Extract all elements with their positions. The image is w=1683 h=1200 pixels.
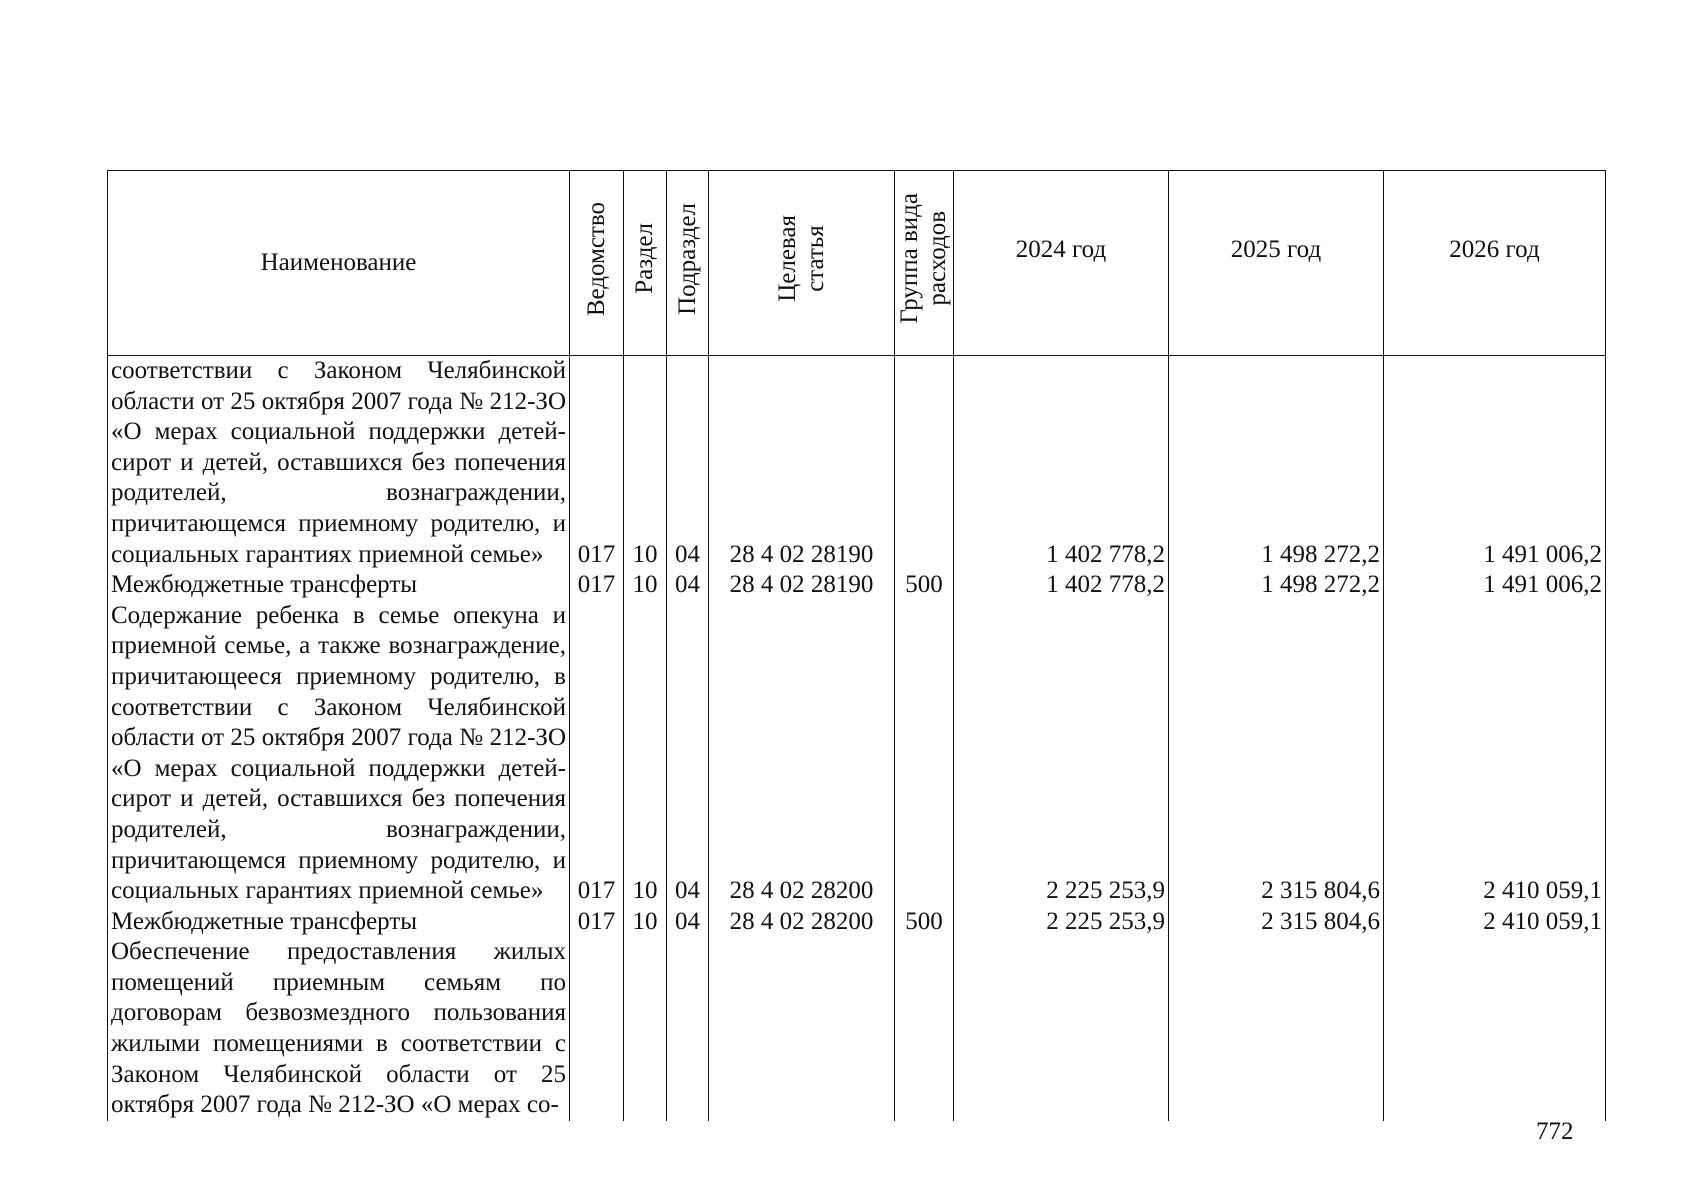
row-name: Содержание ребенка в семье опекуна и приемной семье, а также вознаграждение, причитающееся приемному родителю, в соответствии с Законом Челябинской области от 25 октября 2007 года № 212-ЗО «О мерах социальной поддержки детей-сирот и детей, оставшихся без попечения родителей, вознаграждении, причитающемся приемному родителю, и социальных гарантиях приемной семье» — [108, 601, 570, 907]
row-vedomstvo — [570, 937, 624, 1121]
row-2025: 2 315 804,6 — [1169, 907, 1384, 938]
header-celevaya-label — [774, 215, 830, 302]
row-2024 — [954, 937, 1169, 1121]
row-celevaya: 28 4 02 28190 — [709, 356, 895, 571]
row-vedomstvo: 017 — [570, 570, 624, 601]
header-gruppa-line2: расходов — [924, 211, 951, 307]
row-2024: 2 225 253,9 — [954, 907, 1169, 938]
row-razdel — [624, 937, 667, 1121]
row-gruppa: 500 — [895, 907, 954, 938]
header-razdel-label: Раздел — [631, 223, 658, 295]
table-row — [108, 907, 1606, 938]
budget-table — [107, 170, 1606, 1121]
row-vedomstvo: 017 — [570, 356, 624, 571]
header-celevaya — [709, 171, 895, 356]
header-2025 — [1169, 171, 1384, 356]
header-row — [108, 171, 1606, 356]
row-gruppa — [895, 601, 954, 907]
row-gruppa — [895, 356, 954, 571]
row-razdel: 10 — [624, 570, 667, 601]
header-celevaya-line2: статья — [801, 225, 829, 292]
header-gruppa-line1: Группа вида — [896, 193, 923, 325]
row-name: Обеспечение предоставления жилых помещений приемным семьям по договорам безвозмездного пользования жилыми помещениями в соответствии с Законом Челябинской области от 25 октября 2007 года № 212-ЗО «О мерах со- — [108, 937, 570, 1121]
row-razdel: 10 — [624, 356, 667, 571]
header-2026 — [1384, 171, 1606, 356]
row-2025: 1 498 272,2 — [1169, 356, 1384, 571]
row-celevaya — [709, 937, 895, 1121]
header-name — [108, 171, 570, 356]
row-podrazdel — [667, 937, 709, 1121]
table-body — [108, 356, 1606, 1121]
row-2026: 1 491 006,2 — [1384, 356, 1606, 571]
row-2026: 2 410 059,1 — [1384, 907, 1606, 938]
row-2025 — [1169, 937, 1384, 1121]
header-podrazdel-label: Подраздел — [673, 202, 701, 315]
row-name: Межбюджетные трансферты — [108, 907, 570, 938]
table-row — [108, 937, 1606, 1121]
header-gruppa — [895, 171, 954, 356]
row-name: Межбюджетные трансферты — [108, 570, 570, 601]
row-podrazdel: 04 — [667, 907, 709, 938]
row-2024: 2 225 253,9 — [954, 601, 1169, 907]
row-2025: 2 315 804,6 — [1169, 601, 1384, 907]
row-razdel: 10 — [624, 907, 667, 938]
header-2024 — [954, 171, 1169, 356]
row-podrazdel: 04 — [667, 570, 709, 601]
header-2026-label: 2026 год — [1449, 235, 1540, 263]
table-row — [108, 356, 1606, 571]
header-name-label: Наименование — [260, 248, 417, 276]
row-celevaya: 28 4 02 28190 — [709, 570, 895, 601]
row-2026: 2 410 059,1 — [1384, 601, 1606, 907]
header-vedomstvo-label: Ведомство — [582, 201, 610, 316]
row-2025: 1 498 272,2 — [1169, 570, 1384, 601]
row-gruppa: 500 — [895, 570, 954, 601]
header-celevaya-line1: Целевая — [773, 215, 801, 303]
row-2026 — [1384, 937, 1606, 1121]
row-vedomstvo: 017 — [570, 601, 624, 907]
row-name: соответствии с Законом Челябинской области от 25 октября 2007 года № 212-ЗО «О мерах социальной поддержки детей-сирот и детей, оставшихся без попечения родителей, вознаграждении, причитающемся приемному родителю, и социальных гарантиях приемной семье» — [108, 356, 570, 571]
header-2024-label: 2024 год — [1015, 235, 1107, 263]
header-podrazdel — [667, 171, 709, 356]
table-row — [108, 601, 1606, 907]
header-gruppa-label — [896, 193, 952, 324]
row-podrazdel: 04 — [667, 356, 709, 571]
row-gruppa — [895, 937, 954, 1121]
row-celevaya: 28 4 02 28200 — [709, 907, 895, 938]
table-row — [108, 570, 1606, 601]
header-2025-label: 2025 год — [1230, 235, 1322, 263]
row-2026: 1 491 006,2 — [1384, 570, 1606, 601]
row-2024: 1 402 778,2 — [954, 356, 1169, 571]
header-vedomstvo — [570, 171, 624, 356]
row-razdel: 10 — [624, 601, 667, 907]
row-2024: 1 402 778,2 — [954, 570, 1169, 601]
table-header — [108, 171, 1606, 356]
page-number: 772 — [1536, 1118, 1574, 1145]
row-podrazdel: 04 — [667, 601, 709, 907]
row-vedomstvo: 017 — [570, 907, 624, 938]
header-razdel — [624, 171, 667, 356]
row-celevaya: 28 4 02 28200 — [709, 601, 895, 907]
